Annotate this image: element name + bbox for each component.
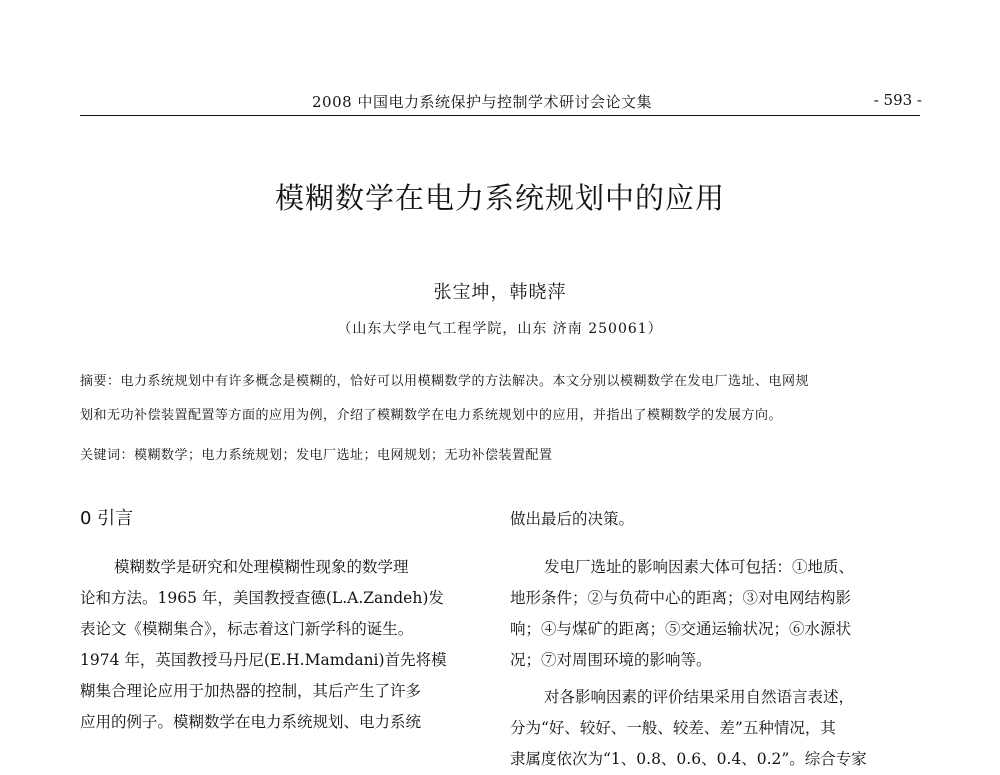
body-line: 隶属度依次为“1、0.8、0.6、0.4、0.2”。综合专家 <box>510 750 867 768</box>
body-line: 分为“好、较好、一般、较差、差”五种情况，其 <box>510 719 836 737</box>
keywords: 关键词：模糊数学；电力系统规划；发电厂选址；电网规划；无功补偿装置配置 <box>80 448 553 463</box>
body-line: 况；⑦对周围环境的影响等。 <box>510 651 712 669</box>
body-line: 论和方法。1965 年，美国教授查德(L.A.Zandeh)发 <box>80 589 444 607</box>
abstract-line: 摘要：电力系统规划中有许多概念是模糊的，恰好可以用模糊数学的方法解决。本文分别以模糊数学在发电厂选址、电网规 <box>80 374 810 389</box>
authors: 张宝坤，韩晓萍 <box>433 282 567 303</box>
page-number: - 593 - <box>873 91 922 109</box>
body-line: 对各影响因素的评价结果采用自然语言表述， <box>544 688 855 706</box>
abstract-line: 划和无功补偿装置配置等方面的应用为例，介绍了模糊数学在电力系统规划中的应用，并指出了模糊数学的发展方向。 <box>80 408 783 423</box>
left-column <box>80 506 490 738</box>
body-line: 做出最后的决策。 <box>510 510 635 528</box>
body-line: 模糊数学是研究和处理模糊性现象的数学理 <box>114 558 409 576</box>
body-line: 1974 年，英国教授马丹尼(E.H.Mamdani)首先将模 <box>80 651 447 669</box>
affiliation: （山东大学电气工程学院，山东 济南 250061） <box>337 321 663 337</box>
body-line: 响；④与煤矿的距离；⑤交通运输状况；⑥水源状 <box>510 620 852 638</box>
paper-title: 模糊数学在电力系统规划中的应用 <box>274 181 725 215</box>
section-heading-introduction: 0 引言 <box>80 508 134 529</box>
running-header-journal: 2008 中国电力系统保护与控制学术研讨会论文集 <box>312 93 652 111</box>
abstract <box>80 372 920 440</box>
header-rule <box>80 115 920 116</box>
body-line: 应用的例子。模糊数学在电力系统规划、电力系统 <box>80 713 422 731</box>
body-line: 地形条件；②与负荷中心的距离；③对电网结构影 <box>510 589 852 607</box>
body-line: 发电厂选址的影响因素大体可包括：①地质、 <box>544 558 855 576</box>
body-line: 表论文《模糊集合》，标志着这门新学科的诞生。 <box>80 620 414 638</box>
right-column <box>510 506 920 775</box>
body-line: 糊集合理论应用于加热器的控制，其后产生了许多 <box>80 682 422 700</box>
